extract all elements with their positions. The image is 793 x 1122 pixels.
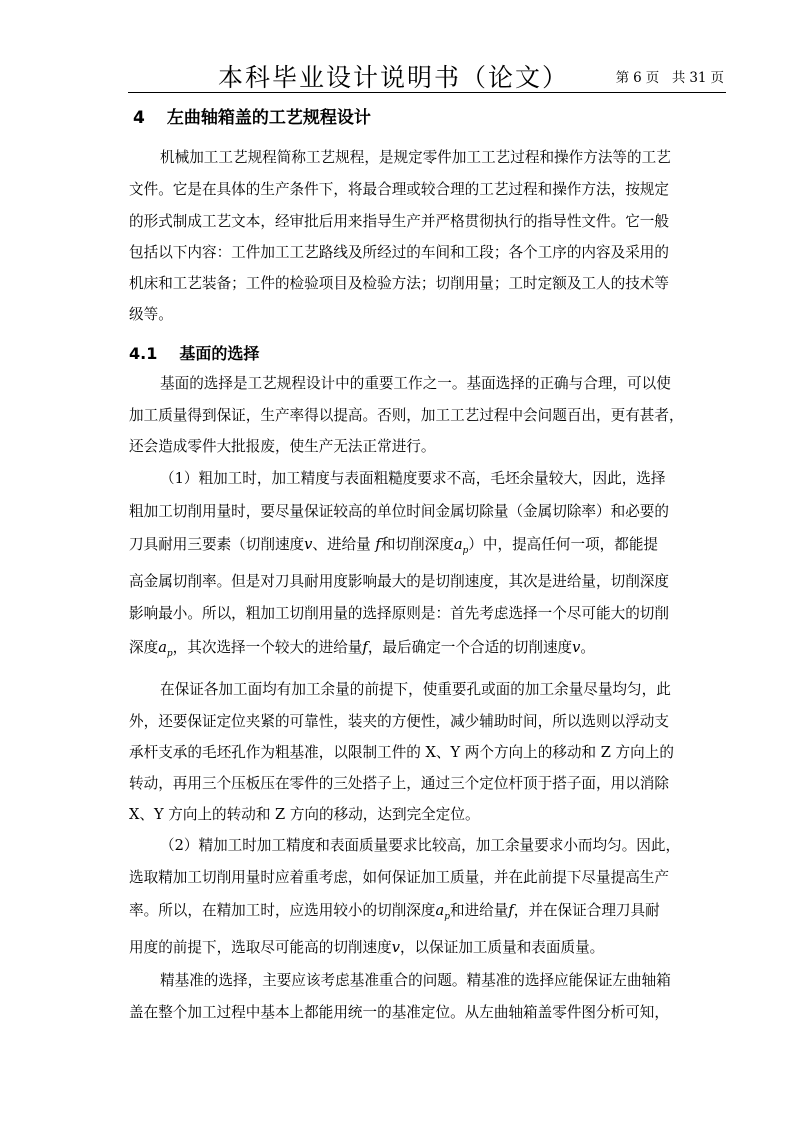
math-v: v [304, 536, 313, 553]
math-f: f [508, 902, 514, 919]
paragraph-line: 外，还要保证定位夹紧的可靠性，装夹的方便性，减少辅助时间，所以选则以浮动支 [129, 713, 669, 730]
paragraph-line: 还会造成零件大批报废，使生产无法正常进行。 [129, 438, 436, 455]
page-header [128, 58, 726, 92]
paragraph-line: 粗加工切削用量时，要尽量保证较高的单位时间金属切除量（金属切除率）和必要的 [129, 503, 669, 520]
paragraph-line: 用度的前提下，选取尽可能高的切削速度v，以保证加工质量和表面质量。 [129, 939, 605, 956]
header-rule [128, 92, 726, 93]
paragraph-line: 精基准的选择，主要应该考虑基准重合的问题。精基准的选择应能保证左曲轴箱 [160, 972, 671, 989]
paragraph-line: 文件。它是在具体的生产条件下，将最合理或较合理的工艺过程和操作方法，按规定 [129, 181, 669, 198]
paragraph-line: 刀具耐用三要素（切削速度v、进给量 f和切削深度$a_p$）中，提高任何一项，都能提 [129, 536, 659, 556]
paragraph-line: 率。所以，在精加工时，应选用较小的切削深度$a_p$和进给量f，并在保证合理刀具耐 [129, 902, 660, 922]
header-title: 本科毕业设计说明书（论文） [218, 63, 570, 92]
math-a-p: $a_p$ [158, 639, 173, 659]
math-v: v [572, 639, 581, 656]
paragraph-line: 的形式制成工艺文本，经审批后用来指导生产并严格贯彻执行的指导性文件。它一般 [129, 213, 669, 230]
math-a-p: $a_p$ [453, 536, 469, 556]
chapter-number: 4 [133, 108, 145, 128]
paragraph-line: 加工质量得到保证，生产率得以提高。否则，加工工艺过程中会问题百出，更有甚者， [129, 407, 684, 424]
paragraph-line: 在保证各加工面均有加工余量的前提下，使重要孔或面的加工余量尽量均匀，此 [160, 681, 671, 698]
paragraph-line: 基面的选择是工艺规程设计中的重要工作之一。基面选择的正确与合理，可以使 [160, 375, 671, 392]
paragraph-line: 盖在整个加工过程中基本上都能用统一的基准定位。从左曲轴箱盖零件图分析可知， [129, 1004, 669, 1021]
paragraph-line: 包括以下内容：工件加工工艺路线及所经过的车间和工段；各个工序的内容及采用的 [129, 244, 669, 261]
paragraph-line: 机械加工工艺规程简称工艺规程，是规定零件加工工艺过程和操作方法等的工艺 [160, 149, 671, 166]
math-f: f [362, 639, 368, 656]
paragraph-line: 选取精加工切削用量时应着重考虑，如何保证加工质量，并在此前提下尽量提高生产 [129, 869, 669, 886]
paragraph-line: 影响最小。所以，粗加工切削用量的选择原则是：首先考虑选择一个尽可能大的切削 [129, 605, 669, 622]
paragraph-line: 高金属切削率。但是对刀具耐用度影响最大的是切削速度，其次是进给量，切削深度 [129, 573, 669, 590]
page-number: 第 6 页 共 31 页 [615, 70, 724, 86]
paragraph-line: （1）粗加工时，加工精度与表面粗糙度要求不高，毛坯余量较大，因此，选择 [160, 470, 666, 487]
paragraph-line: 转动，再用三个压板压在零件的三处搭子上，通过三个定位杆顶于搭子面，用以消除 [129, 775, 669, 792]
paragraph-line: 级等。 [129, 306, 173, 323]
paragraph-line: 承杆支承的毛坯孔作为粗基准，以限制工件的 X、Y 两个方向上的移动和 Z 方向上的 [129, 744, 674, 761]
math-a-p: $a_p$ [435, 902, 450, 922]
math-v: v [391, 939, 400, 956]
section-title: 基面的选择 [179, 344, 260, 363]
math-f: f [375, 536, 381, 553]
chapter-heading [133, 103, 371, 128]
section-number: 4.1 [129, 344, 158, 363]
paragraph-line: X、Y 方向上的转动和 Z 方向的移动，达到完全定位。 [129, 806, 480, 823]
paragraph-line: 深度$a_p$，其次选择一个较大的进给量f，最后确定一个合适的切削速度v。 [129, 639, 595, 659]
section-heading [129, 341, 259, 364]
chapter-title: 左曲轴箱盖的工艺规程设计 [166, 108, 371, 128]
paragraph-line: （2）精加工时加工精度和表面质量要求比较高，加工余量要求小而均匀。因此， [160, 837, 681, 854]
paragraph-line: 机床和工艺装备；工件的检验项目及检验方法；切削用量；工时定额及工人的技术等 [129, 275, 669, 292]
